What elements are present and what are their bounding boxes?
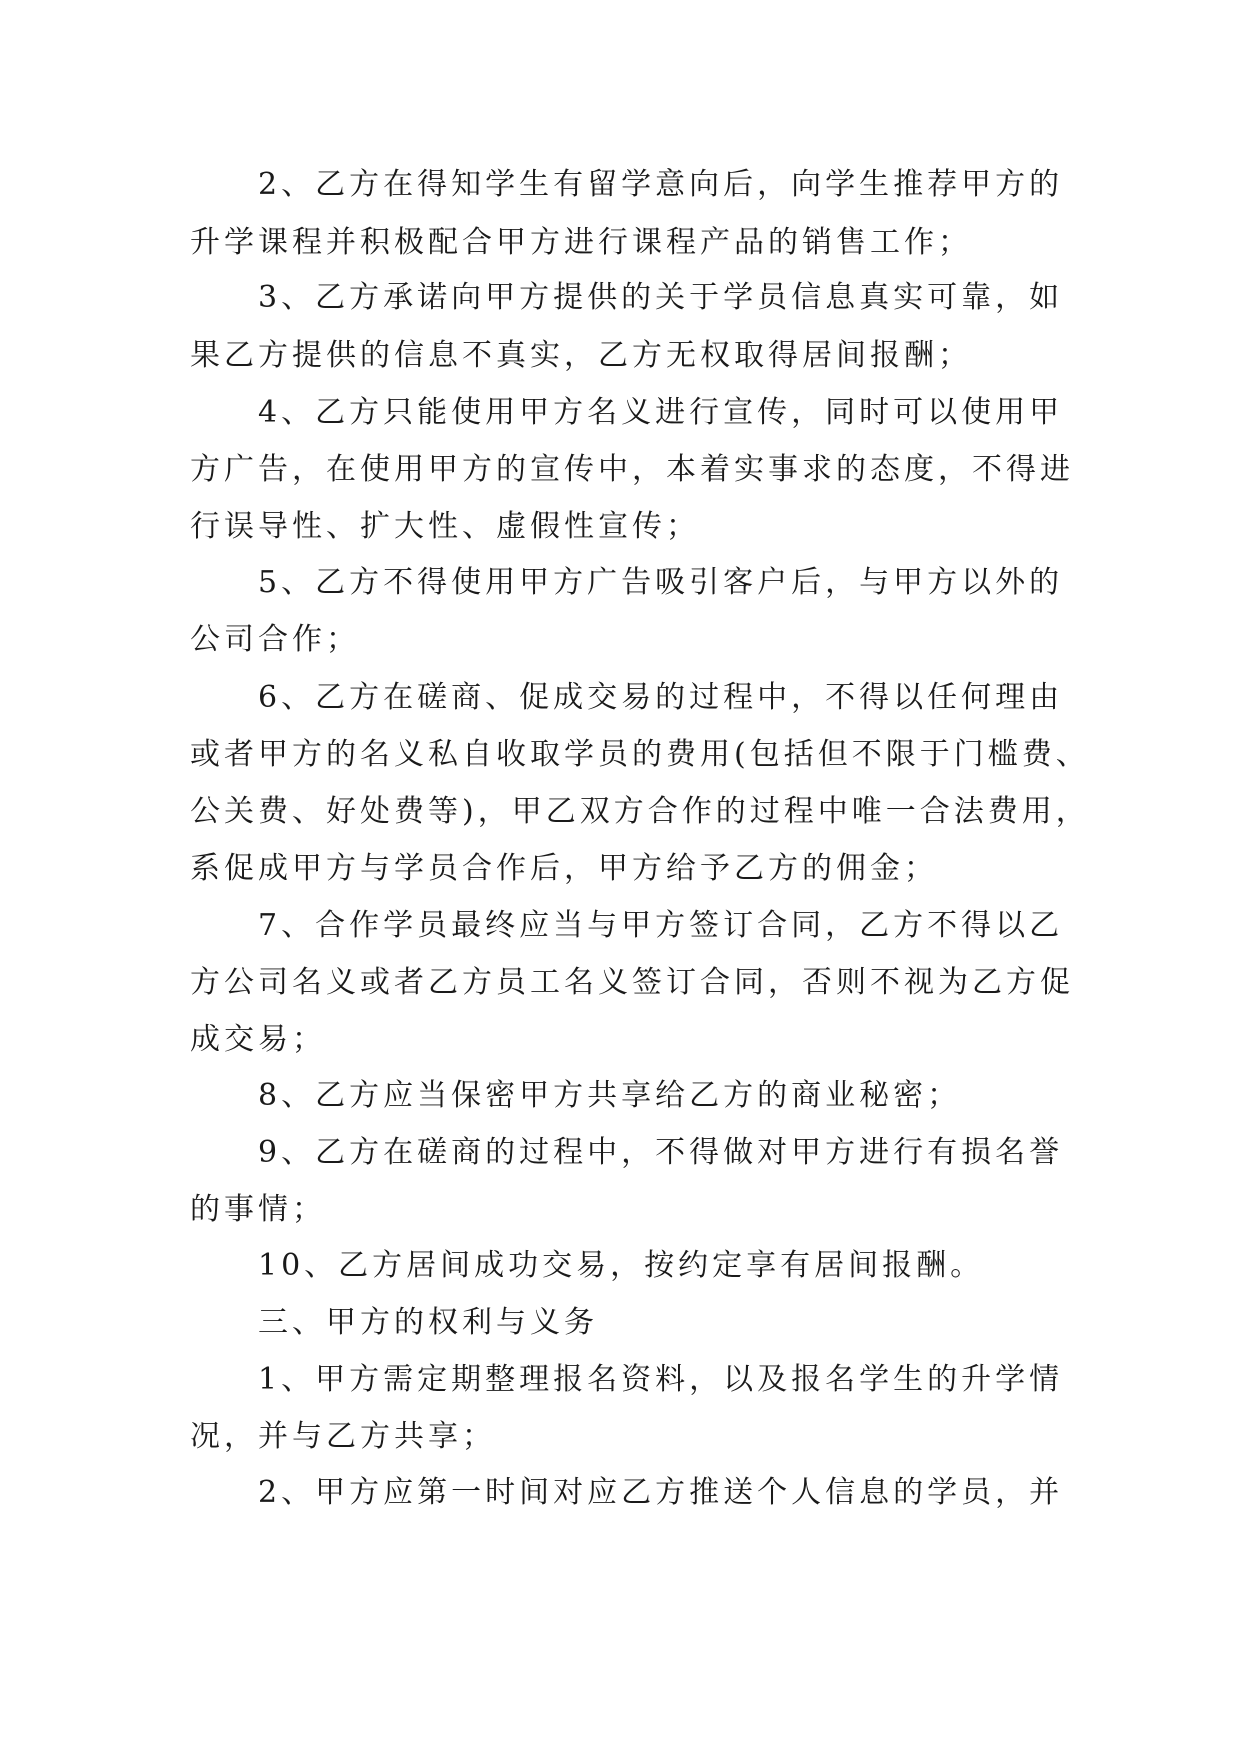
paragraph-3-line-3: 行误导性、扩大性、虚假性宣传； [190,509,700,544]
paragraph-7-line-1: 8、乙方应当保密甲方共享给乙方的商业秘密； [258,1078,962,1113]
paragraph-11-line-2: 况，并与乙方共享； [190,1419,496,1454]
paragraph-5-line-3: 公关费、好处费等)，甲乙双方合作的过程中唯一合法费用， [190,794,1090,829]
paragraph-8-line-2: 的事情； [190,1192,326,1227]
paragraph-5-line-4: 系促成甲方与学员合作后，甲方给予乙方的佣金； [190,851,938,886]
paragraph-11-line-1: 1、甲方需定期整理报名资料，以及报名学生的升学情 [258,1362,1064,1397]
paragraph-2-line-2: 果乙方提供的信息不真实，乙方无权取得居间报酬； [190,338,972,373]
paragraph-4-line-1: 5、乙方不得使用甲方广告吸引客户后，与甲方以外的 [258,565,1064,600]
paragraph-3-line-1: 4、乙方只能使用甲方名义进行宣传，同时可以使用甲 [258,395,1064,430]
paragraph-6-line-1: 7、合作学员最终应当与甲方签订合同，乙方不得以乙 [258,908,1064,943]
paragraph-9-line-1: 10、乙方居间成功交易，按约定享有居间报酬。 [258,1248,985,1283]
paragraph-2-line-1: 3、乙方承诺向甲方提供的关于学员信息真实可靠，如 [258,280,1064,315]
paragraph-1-line-2: 升学课程并积极配合甲方进行课程产品的销售工作； [190,225,972,260]
paragraph-4-line-2: 公司合作； [190,622,360,657]
paragraph-5-line-2: 或者甲方的名义私自收取学员的费用(包括但不限于门槛费、 [190,737,1090,772]
section-heading: 三、甲方的权利与义务 [258,1305,598,1340]
paragraph-3-line-2: 方广告，在使用甲方的宣传中，本着实事求的态度，不得进 [190,452,1074,487]
paragraph-1-line-1: 2、乙方在得知学生有留学意向后，向学生推荐甲方的 [258,167,1064,202]
paragraph-12-line-1: 2、甲方应第一时间对应乙方推送个人信息的学员，并 [258,1475,1064,1510]
paragraph-8-line-1: 9、乙方在磋商的过程中，不得做对甲方进行有损名誉 [258,1135,1064,1170]
paragraph-6-line-3: 成交易； [190,1022,326,1057]
paragraph-5-line-1: 6、乙方在磋商、促成交易的过程中，不得以任何理由 [258,680,1064,715]
paragraph-6-line-2: 方公司名义或者乙方员工名义签订合同，否则不视为乙方促 [190,965,1074,1000]
